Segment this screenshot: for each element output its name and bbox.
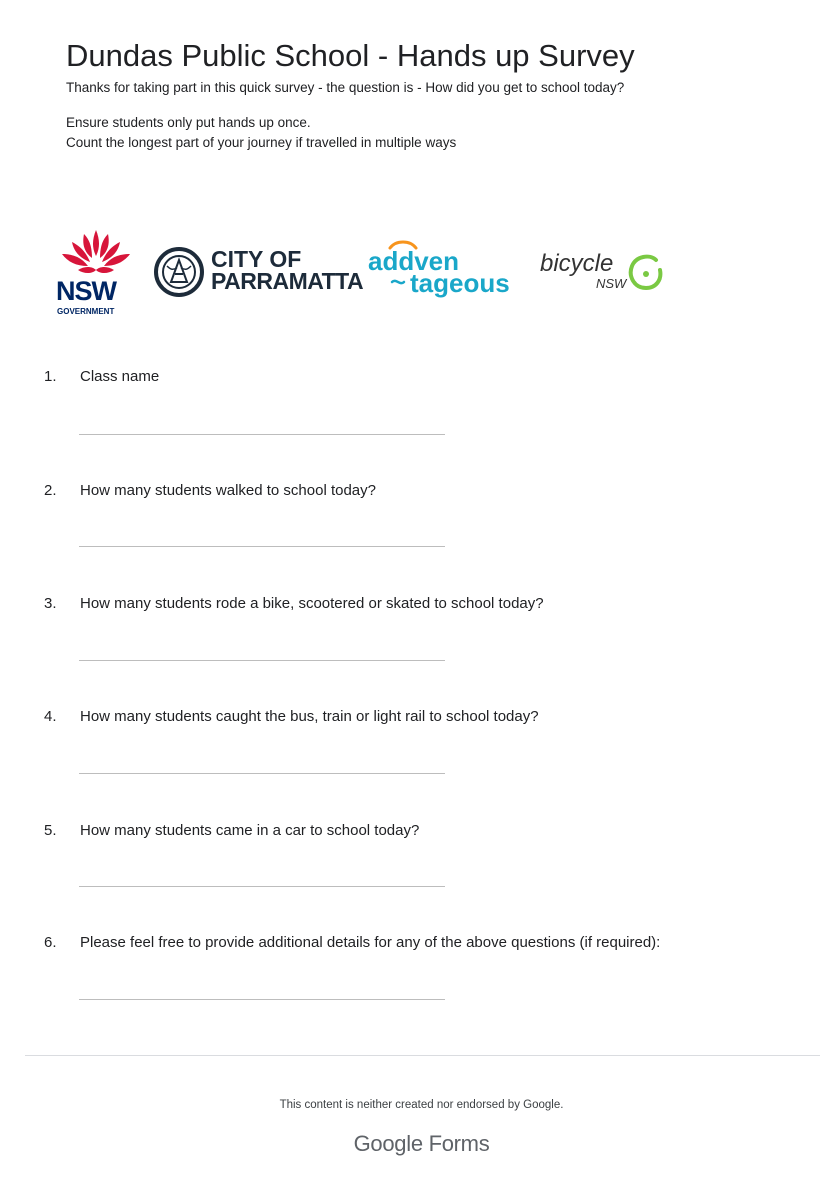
question-number: 2.: [44, 482, 57, 499]
question-text: Class name: [80, 368, 160, 385]
question-number: 5.: [44, 822, 57, 839]
public-transport-answer-field[interactable]: [79, 773, 445, 774]
question-text: How many students caught the bus, train or light rail to school today?: [80, 708, 539, 725]
question-text: How many students rode a bike, scootered or skated to school today?: [80, 595, 544, 612]
question-text: How many students walked to school today?: [80, 482, 376, 499]
nsw-logo-text: NSW: [56, 276, 116, 306]
form-description-instruction-2: Count the longest part of your journey if travelled in multiple ways: [66, 135, 457, 150]
bicycle-nsw-logo: [540, 250, 670, 298]
class-name-answer-field[interactable]: [79, 434, 445, 435]
waratah-icon: [54, 226, 138, 278]
walked-answer-field[interactable]: [79, 546, 445, 547]
form-description-intro: Thanks for taking part in this quick survey - the question is - How did you get to school today?: [66, 80, 625, 95]
addventageous-swirl-icon: [388, 240, 418, 250]
bicycle-logo-text: bicycle: [540, 250, 614, 277]
question-number: 6.: [44, 934, 57, 951]
parramatta-crest-icon: [153, 246, 205, 298]
bicycle-wheel-icon: [626, 252, 666, 292]
additional-details-answer-field[interactable]: [79, 999, 445, 1000]
question-number: 1.: [44, 368, 57, 385]
city-of-parramatta-logo: [153, 246, 368, 298]
addventageous-logo-line1: addven: [368, 246, 460, 276]
bike-scooter-skate-answer-field[interactable]: [79, 660, 445, 661]
parramatta-logo-line2: PARRAMATTA: [211, 268, 364, 294]
sponsor-logos: [0, 222, 837, 322]
bicycle-logo-subtext: NSW: [596, 276, 627, 291]
google-forms-logo: Google Forms: [353, 1131, 490, 1156]
question-number: 3.: [44, 595, 57, 612]
car-answer-field[interactable]: [79, 886, 445, 887]
form-description-instruction-1: Ensure students only put hands up once.: [66, 115, 311, 130]
parramatta-logo-line1: CITY OF: [211, 246, 302, 272]
form-title: Dundas Public School - Hands up Survey: [66, 38, 635, 73]
addventageous-logo-line2: tageous: [410, 268, 510, 298]
question-text: Please feel free to provide additional details for any of the above questions (if required):: [80, 934, 661, 951]
question-number: 4.: [44, 708, 57, 725]
footer-divider: [25, 1055, 820, 1056]
google-disclaimer: This content is neither created nor endorsed by Google.: [279, 1099, 564, 1111]
addventageous-logo: [368, 248, 528, 304]
nsw-government-logo: [54, 226, 138, 318]
question-text: How many students came in a car to school today?: [80, 822, 420, 839]
nsw-logo-subtext: GOVERNMENT: [57, 307, 115, 316]
addventageous-dash-icon: [390, 278, 406, 286]
